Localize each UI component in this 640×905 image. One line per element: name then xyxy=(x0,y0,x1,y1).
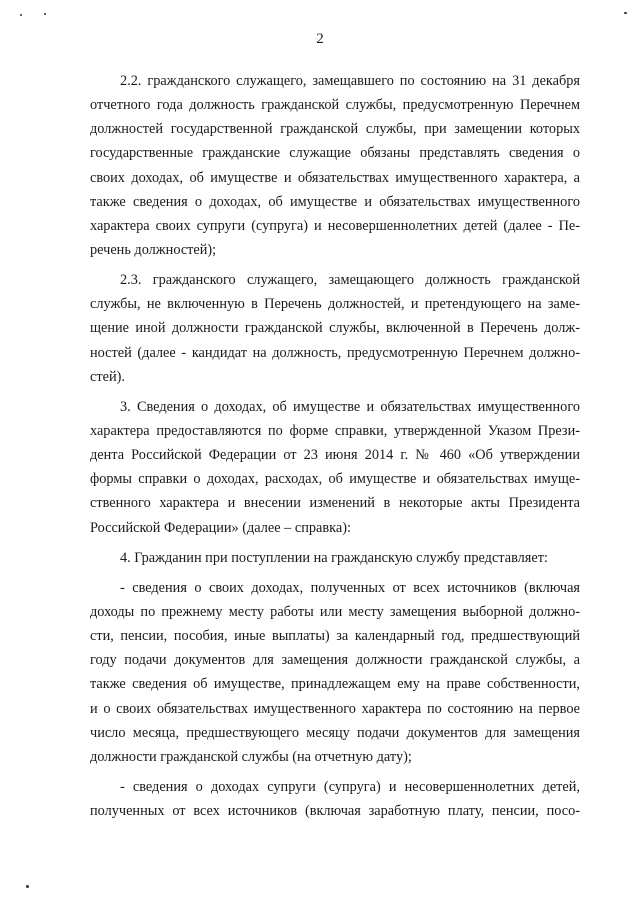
text-line: 4. Гражданин при поступлении на гражданскую службу представляет: xyxy=(120,549,548,566)
text-line: ностей (далее - кандидат на должность, предусмотренную Перечнем должно- xyxy=(90,344,580,361)
paragraph-4 xyxy=(90,546,580,570)
text-line: также сведения о доходах, об имуществе и обязательствах имущественного xyxy=(90,193,580,210)
scan-speck xyxy=(20,14,22,16)
text-line: должности гражданской службы (на отчетную дату); xyxy=(90,748,412,765)
scan-speck xyxy=(624,12,627,14)
text-line: году подачи документов для замещения должности гражданской службы, а xyxy=(90,652,580,669)
text-line: полученных от всех источников (включая заработную плату, пенсии, посо- xyxy=(90,803,580,820)
paragraph-2-3 xyxy=(90,268,580,389)
text-line: своих доходах, об имуществе и обязательствах имущественного характера, а xyxy=(90,169,580,186)
text-line: формы справки о доходах, расходах, об имуществе и обязательствах имуще- xyxy=(90,471,580,488)
text-line: Российской Федерации» (далее – справка): xyxy=(90,519,351,536)
text-line: дента Российской Федерации от 23 июня 2014 г. № 460 «Об утверждении xyxy=(90,447,580,464)
text-line: 2.3. гражданского служащего, замещающего должность гражданской xyxy=(120,272,580,289)
text-line: отчетного года должность гражданской службы, предусмотренную Перечнем xyxy=(90,97,580,114)
text-line: характера своих супруги (супруга) и несовершеннолетних детей (далее - Пе- xyxy=(90,217,580,234)
paragraph-3 xyxy=(90,395,580,540)
text-line: сти, пенсии, пособия, иные выплаты) за календарный год, предшествующий xyxy=(90,628,580,645)
text-line: 2.2. гражданского служащего, замещавшего по состоянию на 31 декабря xyxy=(120,73,580,89)
page-number: 2 xyxy=(316,31,324,47)
scan-speck xyxy=(26,885,29,888)
text-line: - сведения о своих доходах, полученных от всех источников (включая xyxy=(120,579,580,596)
paragraph-2-2 xyxy=(90,69,580,262)
text-line: число месяца, предшествующего месяцу подачи документов для замещения xyxy=(90,724,580,741)
body-text xyxy=(90,69,580,829)
text-line: 3. Сведения о доходах, об имуществе и обязательствах имущественного xyxy=(120,398,580,415)
text-line: службы, не включенную в Перечень должностей, и претендующего на заме- xyxy=(90,296,580,313)
text-line: и о своих обязательствах имущественного характера по состоянию на первое xyxy=(90,700,580,717)
text-line: щение иной должности гражданской службы, включенной в Перечень долж- xyxy=(90,320,580,337)
scan-speck xyxy=(44,13,46,15)
paragraph-4-item-1 xyxy=(90,576,580,769)
text-line: также сведения об имуществе, принадлежащем ему на праве собственности, xyxy=(90,676,580,693)
text-line: должностей государственной гражданской службы, при замещении которых xyxy=(90,121,580,138)
text-line: доходы по прежнему месту работы или месту замещения выборной должно- xyxy=(90,603,580,620)
text-line: стей). xyxy=(90,368,125,385)
text-line: речень должностей); xyxy=(90,241,217,258)
paragraph-4-item-2 xyxy=(90,775,580,823)
text-line: характера предоставляются по форме справки, утвержденной Указом Прези- xyxy=(90,422,580,439)
text-line: государственные гражданские служащие обязаны представлять сведения о xyxy=(90,145,580,162)
text-line: ственного характера и внесении изменений в некоторые акты Президента xyxy=(90,495,580,512)
text-line: - сведения о доходах супруги (супруга) и несовершеннолетних детей, xyxy=(120,778,580,795)
